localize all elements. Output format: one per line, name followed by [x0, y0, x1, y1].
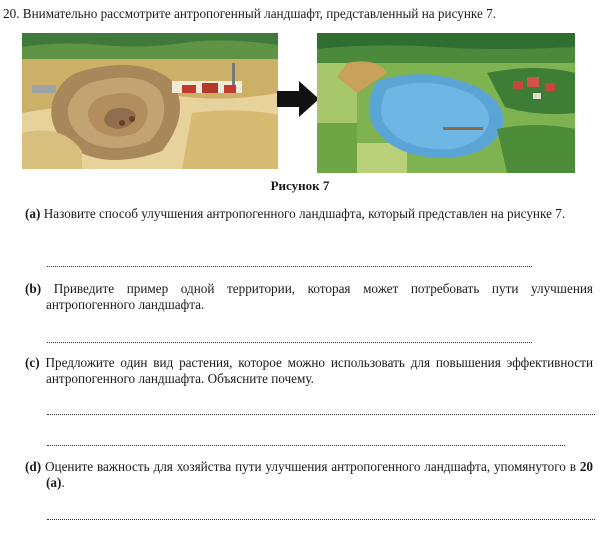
- quarry-landscape-image: [22, 33, 278, 169]
- question-d-text: Оцените важность для хозяйства пути улучшения антропогенного ландшафта, упомянутого в: [44, 459, 580, 474]
- task-title: 20. Внимательно рассмотрите антропогенный ландшафт, представленный на рисунке 7.: [3, 6, 497, 21]
- question-b-text: Приведите пример одной территории, которая может потребовать пути улучшения антропогенного ландшафта.: [46, 281, 593, 312]
- answer-line-d[interactable]: [47, 519, 595, 520]
- question-a-label: (a): [25, 206, 41, 221]
- answer-line-a[interactable]: [47, 266, 532, 267]
- question-c-label: (c): [25, 355, 40, 370]
- question-a-text: Назовите способ улучшения антропогенного ландшафта, который представлен на рисунке 7.: [43, 206, 566, 221]
- question-d-end: .: [61, 475, 65, 490]
- answer-line-c2[interactable]: [47, 445, 565, 446]
- question-d: [25, 459, 593, 491]
- question-d-reference: 20 (a): [46, 459, 594, 490]
- question-c: [25, 355, 593, 387]
- question-a: [25, 206, 593, 222]
- answer-line-b[interactable]: [47, 342, 532, 343]
- question-c-text: Предложите один вид растения, которое можно использовать для повышения эффективности антропогенного ландшафта. Объясните почему.: [45, 355, 594, 386]
- answer-line-c1[interactable]: [47, 414, 595, 415]
- question-b: [25, 281, 593, 313]
- question-d-label: (d): [25, 459, 42, 474]
- figure-caption: Рисунок 7: [270, 178, 330, 193]
- arrow-right-icon: [277, 81, 319, 117]
- reclaimed-lake-image: [317, 33, 575, 173]
- question-b-label: (b): [25, 281, 42, 296]
- figure-7: [22, 33, 577, 175]
